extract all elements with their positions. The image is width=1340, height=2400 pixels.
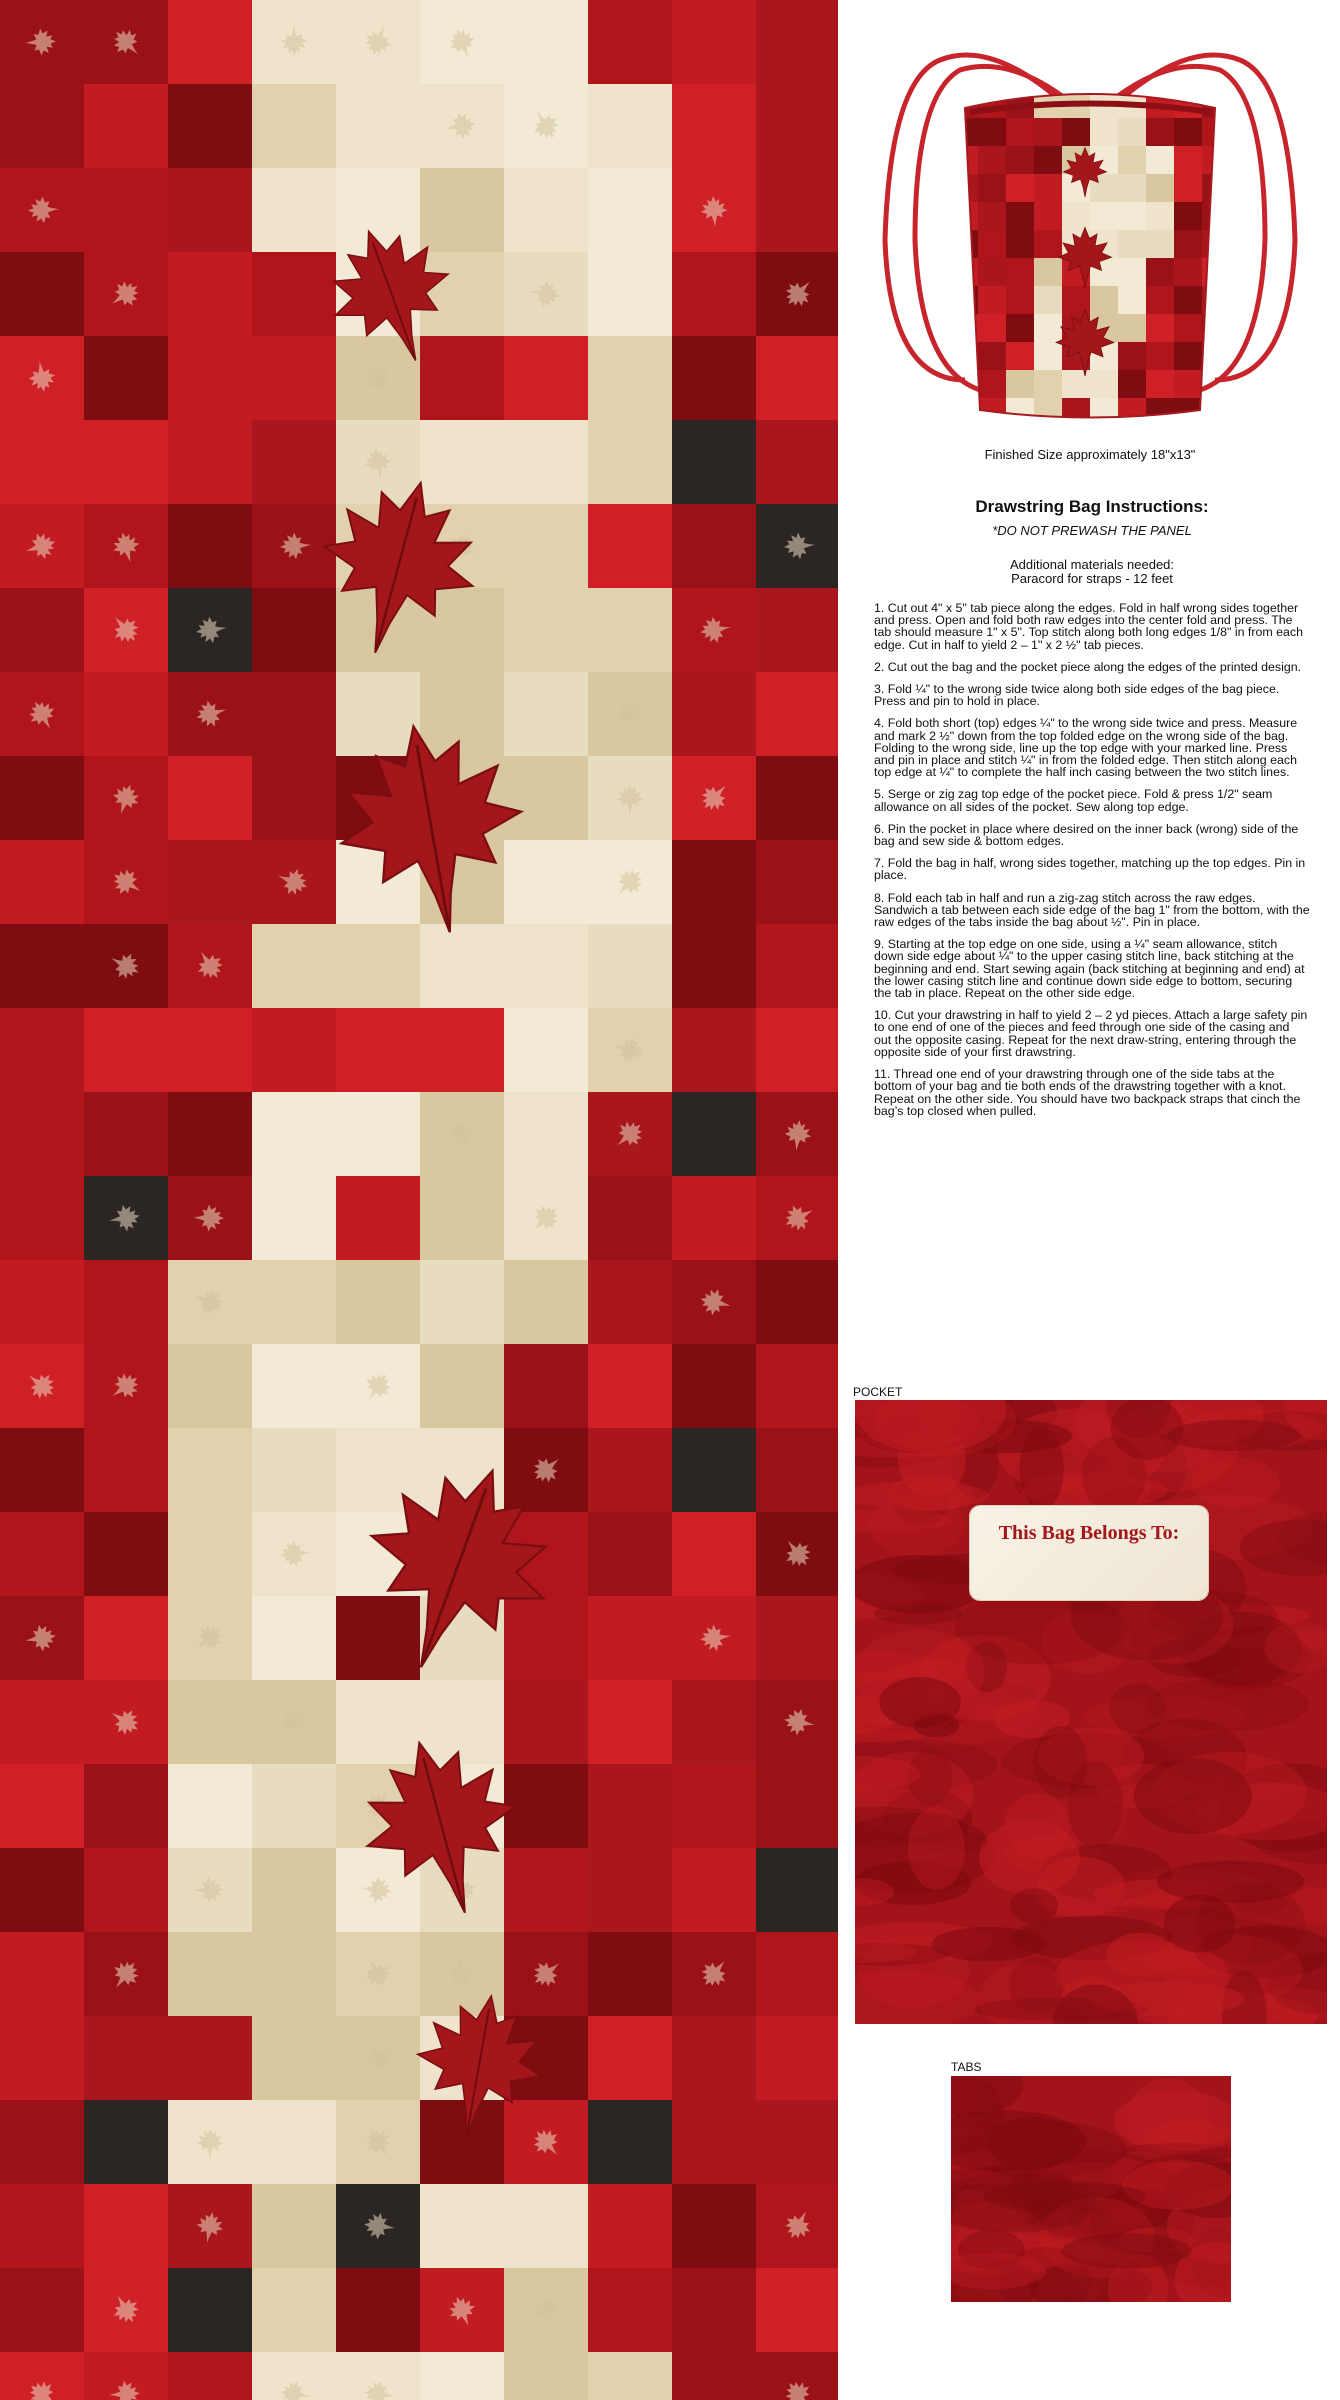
pocket-texture [855,1400,1327,2024]
step-11: 11. Thread one end of your drawstring through one of the side tabs at the bottom of your bag and tie both ends of the drawstring together with a knot. Repeat on the other side. You should have two backpack straps that cinch the bag’s top closed when pulled. [874,1067,1301,1118]
steps-list [874,602,1310,1117]
prewash-warning: *DO NOT PREWASH THE PANEL [992,523,1192,538]
step-5: 5. Serge or zig zag top edge of the pocket piece. Fold & press 1/2" seam allowance on all sides of the pocket. Sew along top edge. [874,787,1273,814]
pocket-label: POCKET [853,1385,903,1399]
bag-patchwork [950,90,1230,440]
step-2: 2. Cut out the bag and the pocket piece along the edges of the printed design. [874,659,1302,674]
belongs-to-label-box [970,1506,1208,1600]
step-7: 7. Fold the bag in half, wrong sides together, matching up the top edges. Pin in place. [874,856,1306,883]
step-4: 4. Fold both short (top) edges ¼" to the wrong side twice and press. Measure and mark 2 ½" down from the top folded edge on the wrong side of the bag. Folding to the wrong side, line up the top edge with your marked line. Press and pin in place and stitch ¼" in from the folded edge. Then stitch along each top edge at ¼" to complete the half inch casing between the two stitch lines. [874,716,1298,780]
materials-heading: Additional materials needed: [1009,557,1175,572]
tabs-piece [951,2076,1231,2302]
step-3: 3. Fold ¼" to the wrong side twice along both side edges of the bag piece. Press and pin to hold in place. [874,682,1280,709]
materials [874,558,1310,586]
bag-illustration [870,40,1310,440]
tabs-label: TABS [951,2060,982,2074]
step-1: 1. Cut out 4" x 5" tab piece along the edges. Fold in half wrong sides together and press. Open and fold both raw edges into the center fold and press. The tab should measure 1" x 5". Top stitch along both long edges 1/8" in from each edge. Cut in half to yield 2 – 1" x 2 ½" tab pieces. [874,601,1304,652]
step-6: 6. Pin the pocket in place where desired on the inner back (wrong) side of the bag and sew side & bottom edges. [874,821,1299,849]
instructions-title: Drawstring Bag Instructions: [975,497,1209,516]
belongs-to-text: This Bag Belongs To: [998,1522,1180,1544]
step-9: 9. Starting at the top edge on one side, using a ¼" seam allowance, stitch down side edge about ¼" to the upper casing stitch line, back stitching at the beginning and end. Start sewing again (back stitching at beginning and end) at the lower casing stitch line and continue down side edge to bottom, securing the tab in place. Repeat on the other side edge. [874,937,1305,1001]
pocket-piece [855,1400,1327,2024]
finished-size-caption: Finished Size approximately 18"x13" [984,447,1196,462]
instructions [874,497,1310,1127]
tabs-texture [951,2076,1231,2302]
materials-item: Paracord for straps - 12 feet [1011,571,1173,586]
step-10: 10. Cut your drawstring in half to yield 2 – 2 yd pieces. Attach a large safety pin to one end of one of the pieces and feed through one side of the casing and out the opposite casing. Repeat for the next draw-string, entering through the opposite side of your first drawstring. [874,1008,1308,1059]
step-8: 8. Fold each tab in half and run a zig-zag stitch across the raw edges. Sandwich a tab between each side edge of the bag 1" from the bottom, with the raw edges of the tabs inside the bag about ½". Pin in place. [874,890,1310,930]
